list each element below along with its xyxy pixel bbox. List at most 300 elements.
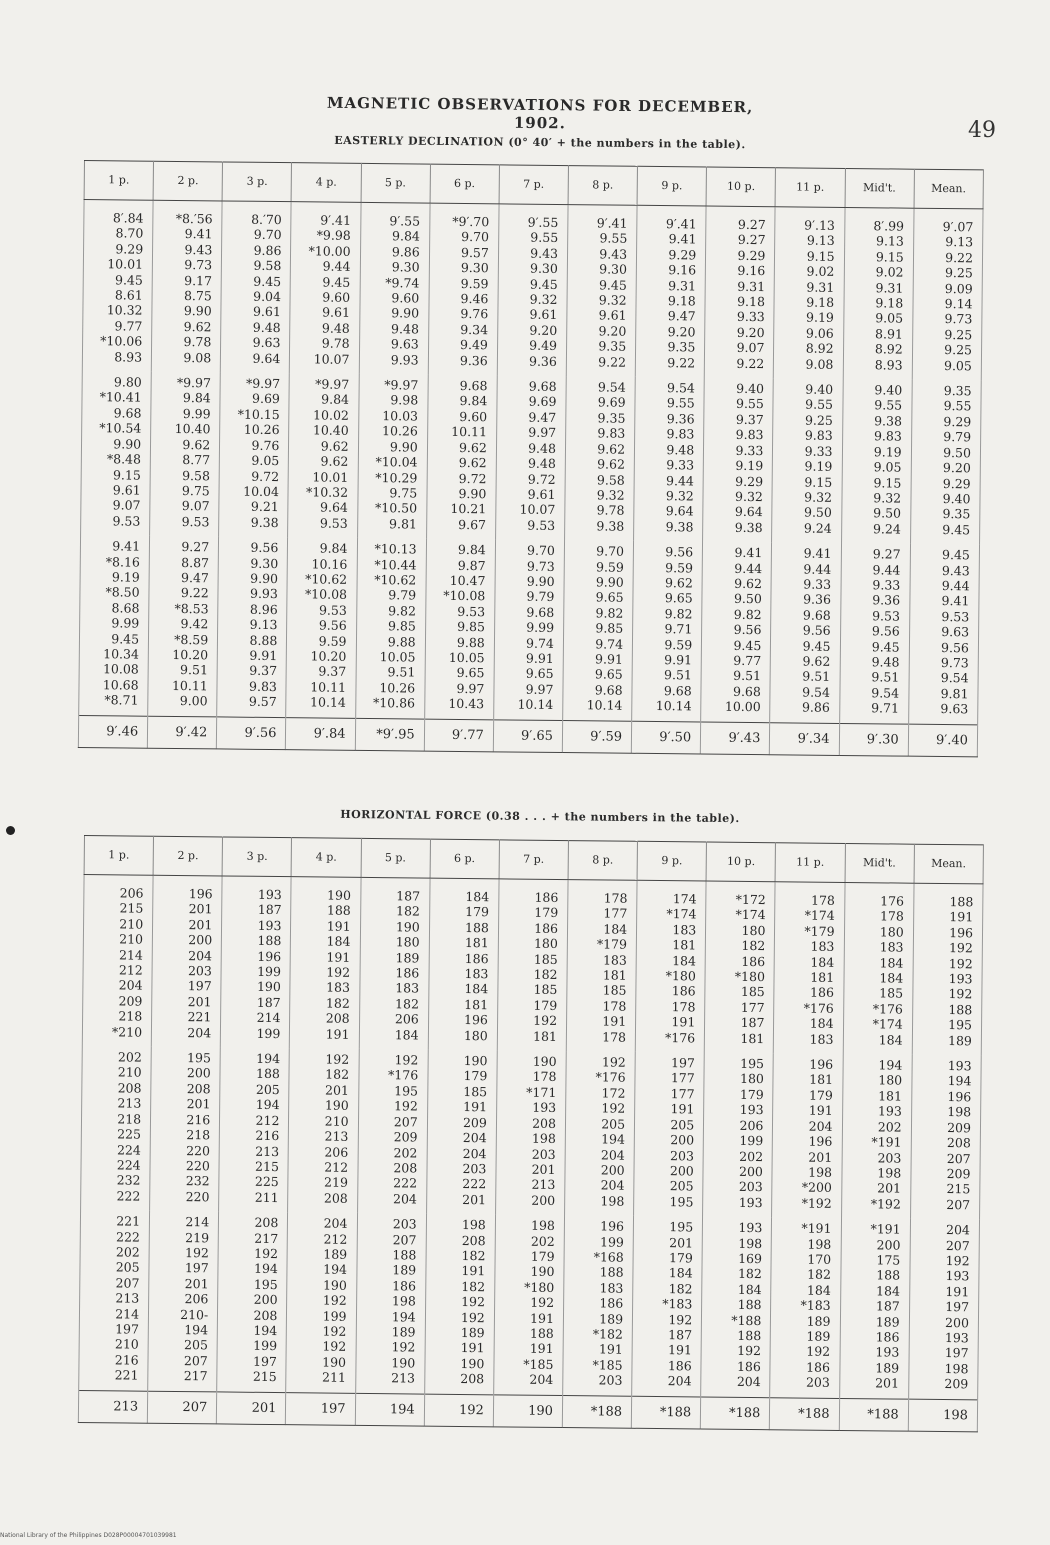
value-cell — [217, 1212, 288, 1393]
value-entry: 174 — [672, 891, 697, 907]
value-entry: 9.45 — [942, 521, 971, 538]
value-entry: 192 — [394, 1052, 419, 1068]
value-entry: 9.33 — [803, 576, 832, 592]
value-entry: 193 — [738, 1220, 763, 1236]
value-entry: 194 — [253, 1261, 278, 1277]
value-entry: *8.59 — [174, 631, 209, 647]
value-entry: 9′.41 — [320, 212, 352, 228]
value-entry: 9.25 — [804, 412, 833, 428]
value-entry: 10.11 — [451, 424, 488, 440]
value-entry: 9.21 — [250, 499, 279, 515]
value-entry: 9.97 — [528, 424, 557, 441]
value-entry: 206 — [394, 1011, 419, 1027]
value-entry: 9.86 — [253, 242, 282, 258]
value-entry: 8.70 — [115, 225, 144, 242]
value-entry: 185 — [879, 985, 904, 1002]
value-entry: 9.53 — [181, 513, 210, 530]
value-entry: 210 — [117, 1064, 142, 1081]
value-entry: 9.59 — [665, 559, 694, 575]
value-entry: 203 — [462, 1160, 487, 1177]
value-entry: *182 — [592, 1326, 624, 1342]
value-entry: 197 — [945, 1299, 970, 1315]
value-entry: 213 — [117, 1095, 142, 1111]
value-entry: 9.56 — [871, 623, 900, 639]
value-cell — [428, 203, 499, 375]
value-entry: *171 — [526, 1084, 557, 1100]
value-entry: *8.53 — [174, 600, 209, 617]
value-entry: *176 — [595, 1069, 626, 1086]
value-cell — [701, 1217, 772, 1398]
value-entry: 9.75 — [389, 485, 418, 501]
value-entry: 9.64 — [252, 350, 281, 366]
value-entry: 191 — [671, 1014, 696, 1030]
value-entry: 199 — [253, 1338, 278, 1354]
value-entry: 9.90 — [113, 436, 142, 452]
value-entry: 9.90 — [458, 485, 487, 502]
value-entry: 172 — [601, 1085, 626, 1101]
value-entry: 199 — [322, 1308, 347, 1324]
value-entry: *10.54 — [99, 420, 142, 436]
value-entry: 8.68 — [111, 600, 140, 616]
value-entry: 9.70 — [461, 229, 490, 245]
value-entry: 182 — [395, 996, 420, 1012]
value-entry: 9.08 — [183, 349, 212, 365]
value-group-row — [79, 1210, 980, 1399]
value-entry: 182 — [325, 995, 350, 1011]
column-header: Mean. — [914, 844, 984, 884]
value-entry: 9.80 — [113, 374, 142, 390]
value-cell — [150, 372, 221, 537]
value-entry: 188 — [737, 1297, 762, 1313]
value-cell — [359, 202, 430, 374]
value-cell — [701, 542, 772, 723]
value-entry: 9.84 — [392, 228, 420, 244]
value-entry: *10.62 — [374, 572, 417, 588]
value-entry: 9.83 — [735, 427, 764, 443]
value-cell — [495, 1050, 566, 1215]
value-entry: 190 — [327, 887, 352, 903]
value-entry: 209 — [118, 993, 143, 1009]
value-group-row — [79, 535, 980, 724]
value-entry: 9.38 — [874, 413, 903, 429]
value-entry: 9.65 — [456, 665, 485, 681]
value-entry: 9.72 — [527, 471, 556, 487]
column-header: 2 p. — [153, 161, 223, 201]
value-entry: 9.53 — [457, 603, 486, 619]
value-entry: 208 — [186, 1080, 211, 1097]
value-entry: 9.56 — [318, 617, 347, 633]
value-entry: 9.79 — [526, 589, 555, 605]
value-entry: 207 — [946, 1196, 971, 1213]
value-entry: 9′.07 — [942, 218, 974, 235]
value-entry: 9.90 — [391, 305, 420, 321]
value-entry: 191 — [808, 1102, 833, 1119]
value-entry: 182 — [668, 1280, 693, 1297]
value-entry: 8′.84 — [112, 210, 144, 226]
value-entry: 213 — [115, 1290, 140, 1306]
value-entry: 8.92 — [874, 341, 903, 357]
value-entry: 9.37 — [318, 663, 347, 680]
column-header: 4 p. — [291, 163, 361, 203]
value-entry: 186 — [809, 985, 835, 1001]
value-entry: 9.36 — [872, 592, 901, 608]
value-entry: 199 — [599, 1233, 624, 1250]
value-entry: 210 — [119, 916, 144, 932]
value-entry: 192 — [322, 1338, 347, 1355]
value-entry: 178 — [671, 999, 696, 1015]
value-entry: 8.′70 — [251, 211, 282, 228]
value-cell — [81, 371, 152, 536]
value-entry: 203 — [805, 1374, 830, 1391]
value-entry: 193 — [875, 1344, 900, 1360]
value-entry: 9.07 — [181, 498, 210, 514]
value-entry: 192 — [948, 955, 973, 971]
value-entry: 184 — [603, 921, 628, 937]
value-entry: 9.19 — [111, 569, 140, 585]
value-entry: 9.59 — [595, 558, 624, 575]
value-entry: 9.99 — [182, 405, 211, 422]
value-entry: 202 — [115, 1244, 140, 1260]
value-entry: 204 — [600, 1146, 625, 1163]
value-entry: 9.50 — [803, 504, 832, 521]
declination-heading: EASTERLY DECLINATION (0° 40′ + the numbers in the table). — [334, 133, 746, 152]
column-header: 1 p. — [84, 161, 154, 201]
value-entry: *10.15 — [237, 406, 280, 422]
value-entry: 190 — [532, 1053, 557, 1070]
value-entry: *200 — [801, 1179, 832, 1196]
value-entry: *8.′56 — [175, 210, 213, 227]
value-entry: 207 — [945, 1237, 970, 1253]
value-cell — [288, 373, 359, 538]
value-group-row — [81, 371, 982, 544]
mean-cell: 213 — [78, 1390, 147, 1423]
mean-cell: 9′.50 — [631, 721, 700, 754]
value-entry: 192 — [533, 1012, 558, 1029]
value-entry: 9.68 — [459, 378, 488, 394]
value-entry: 199 — [257, 963, 282, 980]
value-entry: 9.81 — [940, 685, 969, 702]
value-entry: 9.41 — [941, 593, 970, 609]
value-entry: 182 — [461, 1247, 486, 1264]
value-entry: 10.14 — [310, 694, 346, 710]
value-entry: 181 — [672, 937, 697, 953]
value-cell — [355, 538, 426, 719]
value-entry: 10.14 — [586, 697, 623, 713]
value-entry: 9.68 — [526, 604, 555, 620]
value-entry: 210 — [119, 931, 144, 947]
value-entry: 9.61 — [112, 482, 141, 498]
value-entry: 9.41 — [184, 226, 213, 242]
value-entry: 9.73 — [940, 654, 969, 671]
value-entry: 9.22 — [667, 354, 696, 371]
value-entry: 9.83 — [597, 425, 626, 441]
value-entry: 9.20 — [598, 323, 627, 339]
value-entry: 195 — [740, 1055, 765, 1072]
value-entry: 9.74 — [595, 635, 624, 652]
value-entry: 213 — [391, 1370, 416, 1386]
value-entry: 198 — [391, 1293, 416, 1309]
value-entry: *180 — [734, 968, 766, 985]
value-entry: 202 — [393, 1144, 418, 1161]
value-entry: 9.18 — [667, 293, 696, 309]
value-cell — [79, 535, 150, 716]
value-entry: 9.78 — [596, 502, 625, 518]
value-entry: 205 — [670, 1116, 695, 1133]
value-entry: 179 — [739, 1086, 764, 1103]
value-entry: 9.15 — [875, 249, 904, 265]
value-entry: 210- — [180, 1306, 209, 1322]
value-entry: 191 — [326, 949, 351, 965]
value-entry: 180 — [878, 1072, 903, 1089]
column-header: 10 p. — [706, 842, 776, 882]
value-entry: 9.27 — [872, 546, 901, 562]
value-entry: *192 — [870, 1195, 901, 1212]
value-entry: 10.16 — [311, 555, 348, 572]
value-entry: *176 — [803, 1000, 834, 1016]
value-entry: 9.61 — [529, 307, 558, 323]
value-entry: 183 — [326, 979, 351, 996]
value-entry: 198 — [738, 1235, 763, 1251]
value-entry: 9.99 — [526, 619, 555, 636]
value-entry: 9.59 — [318, 633, 347, 649]
value-entry: 221 — [116, 1213, 141, 1229]
value-entry: 200 — [531, 1192, 556, 1208]
value-entry: 181 — [464, 935, 489, 951]
value-entry: 191 — [667, 1342, 692, 1358]
column-header: Mid't. — [845, 843, 915, 883]
value-entry: 9.73 — [526, 558, 555, 574]
value-entry: 211 — [321, 1369, 346, 1385]
value-entry: 203 — [738, 1179, 763, 1195]
value-entry: 9.25 — [944, 342, 973, 358]
value-entry: 185 — [533, 951, 558, 967]
value-entry: 205 — [184, 1337, 209, 1353]
value-entry: 9.79 — [388, 587, 417, 603]
value-cell — [565, 1051, 636, 1216]
value-entry: *9.97 — [315, 376, 350, 392]
value-entry: 9.68 — [594, 682, 623, 698]
value-entry: 9.53 — [872, 608, 901, 624]
value-entry: 9.30 — [250, 555, 279, 571]
value-entry: *174 — [804, 907, 835, 924]
value-entry: 9.35 — [597, 410, 626, 426]
value-entry: 205 — [601, 1116, 626, 1132]
value-entry: 10.20 — [172, 646, 209, 663]
value-entry: 187 — [668, 1327, 693, 1343]
value-entry: 9.59 — [460, 275, 489, 291]
value-entry: *179 — [596, 936, 628, 952]
value-entry: 9.41 — [112, 538, 141, 554]
value-entry: *10.29 — [375, 469, 418, 486]
value-entry: 9.45 — [598, 277, 627, 293]
value-entry: 9.54 — [802, 684, 831, 700]
value-cell — [563, 540, 634, 721]
value-entry: 193 — [947, 1058, 972, 1074]
value-cell — [82, 875, 153, 1047]
value-entry: 191 — [598, 1341, 623, 1358]
value-cell — [82, 200, 153, 372]
value-entry: 194 — [256, 1050, 281, 1067]
value-entry: 181 — [532, 1028, 557, 1044]
value-entry: 9.55 — [599, 230, 628, 247]
value-entry: 195 — [253, 1276, 278, 1292]
value-entry: 9.83 — [873, 428, 902, 444]
value-entry: 9.45 — [322, 274, 351, 290]
value-entry: *176 — [872, 1001, 903, 1017]
value-entry: 9.44 — [666, 472, 695, 488]
value-entry: 204 — [600, 1177, 625, 1193]
column-header: 8 p. — [568, 841, 638, 881]
value-entry: 9.61 — [252, 304, 281, 320]
value-entry: 203 — [598, 1372, 623, 1388]
value-entry: 196 — [808, 1133, 833, 1149]
value-entry: 208 — [323, 1190, 348, 1206]
value-entry: 193 — [944, 1330, 969, 1346]
value-cell — [770, 1217, 841, 1398]
value-entry: 9.68 — [113, 405, 142, 421]
value-entry: 189 — [460, 1324, 485, 1341]
value-entry: 9.33 — [804, 443, 833, 459]
value-entry: 10.34 — [103, 646, 140, 662]
value-entry: 9.65 — [595, 589, 624, 606]
value-entry: 201 — [808, 1149, 833, 1165]
value-entry: 204 — [323, 1215, 348, 1231]
value-entry: 9.20 — [736, 324, 765, 340]
value-entry: 225 — [254, 1174, 279, 1190]
value-entry: 191 — [949, 909, 974, 925]
value-entry: 9′.55 — [389, 213, 421, 229]
value-entry: 9.19 — [804, 458, 833, 474]
value-entry: 170 — [807, 1251, 832, 1267]
value-entry: 204 — [462, 1130, 487, 1146]
value-entry: 9.86 — [801, 699, 830, 716]
value-entry: 9.29 — [943, 413, 972, 430]
value-entry: 9.68 — [528, 378, 557, 395]
value-entry: 212 — [323, 1231, 348, 1247]
value-entry: 183 — [672, 921, 697, 938]
value-entry: 203 — [392, 1216, 417, 1232]
value-entry: 8.93 — [114, 348, 143, 365]
value-entry: 196 — [600, 1218, 625, 1234]
value-entry: 9.61 — [322, 304, 351, 321]
value-entry: 9.90 — [526, 573, 555, 589]
value-entry: 182 — [533, 966, 558, 982]
value-entry: 193 — [739, 1102, 764, 1118]
value-entry: 9.33 — [736, 309, 765, 325]
value-entry: 220 — [186, 1142, 211, 1158]
value-entry: 9.17 — [184, 272, 213, 288]
mean-cell: 9′.56 — [217, 717, 286, 750]
column-header: 3 p. — [222, 162, 292, 202]
value-entry: 192 — [668, 1311, 693, 1327]
value-entry: 10.07 — [313, 351, 350, 367]
mean-cell: 198 — [908, 1399, 978, 1432]
value-entry: *8.71 — [104, 692, 139, 708]
value-entry: *10.62 — [305, 571, 348, 587]
value-entry: 9.45 — [871, 638, 900, 655]
value-entry: 192 — [391, 1339, 416, 1355]
value-cell — [81, 1046, 152, 1211]
value-entry: 9.97 — [456, 680, 485, 697]
value-entry: 9.34 — [460, 321, 489, 338]
value-entry: 9.56 — [802, 622, 831, 639]
value-entry: *185 — [592, 1357, 623, 1373]
value-entry: 9.18 — [806, 294, 835, 310]
value-entry: *180 — [665, 968, 696, 984]
horizontal-force-heading: HORIZONTAL FORCE (0.38 . . . + the numbers in the table). — [340, 807, 740, 826]
value-entry: 183 — [599, 1280, 624, 1296]
value-entry: 9.64 — [320, 499, 349, 516]
value-entry: 9.55 — [874, 397, 903, 414]
margin-ink-dot — [6, 826, 15, 835]
value-cell — [566, 205, 637, 377]
value-entry: 9.93 — [249, 586, 278, 602]
value-cell — [703, 1053, 774, 1218]
value-cell — [426, 1050, 497, 1215]
value-entry: 208 — [393, 1160, 418, 1176]
value-entry: 9.22 — [736, 355, 765, 371]
value-entry: 10.47 — [449, 572, 486, 589]
value-entry: 9.45 — [802, 638, 831, 654]
value-cell — [290, 202, 361, 374]
value-entry: 9.35 — [598, 338, 627, 354]
value-cell — [843, 207, 914, 379]
column-header: 7 p. — [499, 165, 569, 205]
value-entry: 9.45 — [114, 271, 143, 288]
value-entry: 9.53 — [941, 608, 970, 625]
value-entry: 191 — [670, 1101, 695, 1117]
value-entry: 9.57 — [248, 693, 277, 710]
value-entry: 201 — [875, 1375, 900, 1391]
value-entry: 9.25 — [944, 326, 973, 343]
value-entry: 9.55 — [735, 396, 764, 412]
value-entry: 10.14 — [517, 696, 554, 713]
value-entry: 201 — [669, 1234, 694, 1250]
value-entry: 203 — [670, 1147, 695, 1163]
value-entry: 198 — [600, 1193, 625, 1209]
value-entry: 192 — [948, 940, 973, 956]
value-entry: 9.61 — [598, 307, 627, 324]
value-entry: 201 — [186, 1096, 211, 1112]
value-entry: 200 — [945, 1314, 970, 1330]
value-entry: 9.48 — [391, 321, 420, 337]
value-entry: 184 — [464, 981, 489, 997]
value-cell — [424, 1214, 495, 1395]
value-entry: 182 — [807, 1266, 832, 1283]
value-entry: 205 — [115, 1259, 140, 1275]
value-entry: 9.56 — [733, 621, 762, 638]
column-header: 6 p. — [430, 839, 500, 879]
value-cell — [495, 375, 566, 540]
column-header: 1 p. — [84, 836, 154, 876]
value-entry: 188 — [255, 1066, 281, 1082]
value-cell — [494, 539, 565, 720]
column-header: 10 p. — [706, 167, 776, 207]
value-entry: 180 — [463, 1027, 488, 1043]
value-entry: *9.97 — [384, 377, 419, 393]
value-entry: 184 — [810, 954, 835, 970]
column-header: 11 p. — [775, 168, 845, 208]
value-entry: 9.62 — [597, 456, 626, 472]
value-entry: 211 — [254, 1189, 279, 1205]
value-entry: 9.48 — [666, 441, 695, 458]
value-entry: 9.70 — [526, 542, 555, 559]
value-entry: 186 — [395, 965, 420, 981]
value-entry: 214 — [256, 1010, 281, 1026]
mean-cell: 9′.42 — [147, 716, 216, 749]
value-cell — [705, 881, 776, 1053]
value-entry: 9.05 — [943, 357, 972, 373]
